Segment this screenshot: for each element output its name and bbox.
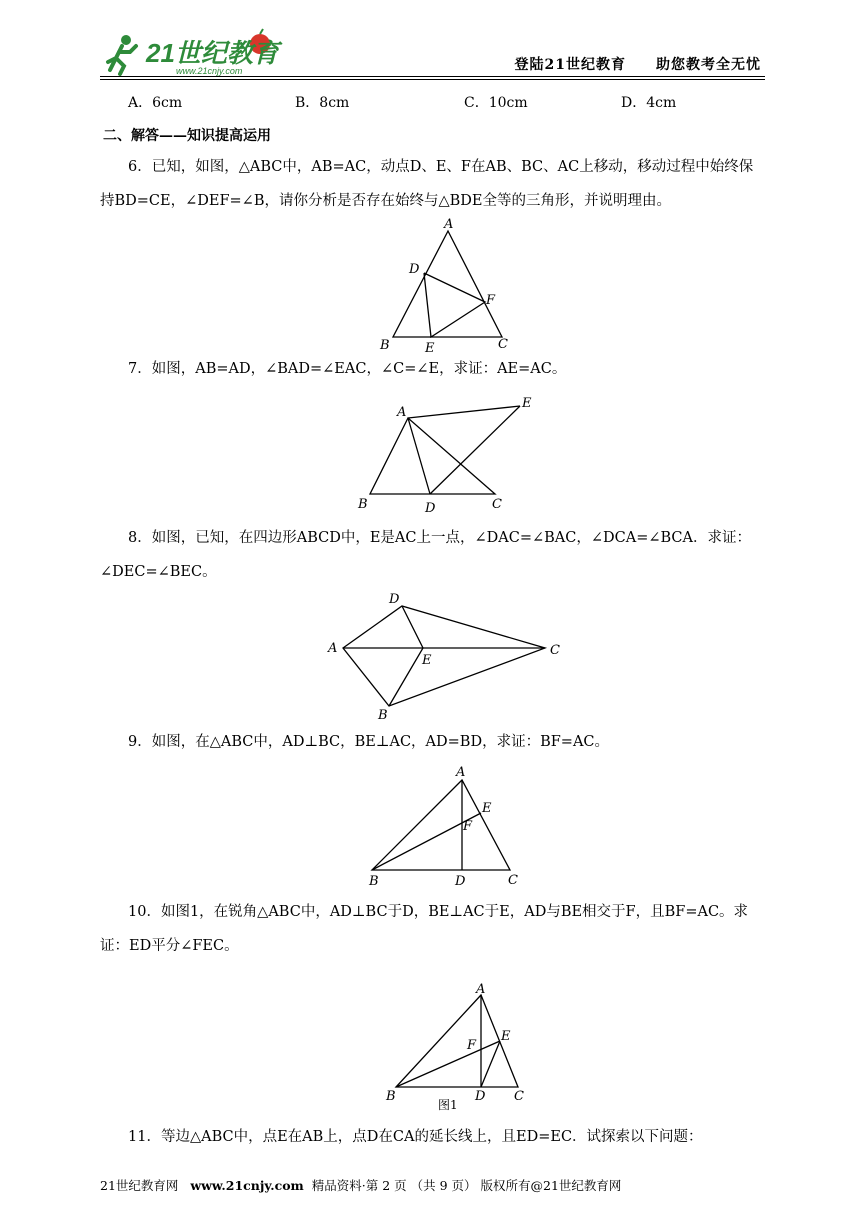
figure-segment xyxy=(408,418,430,494)
footer-site-link[interactable]: www.21cnjy.com xyxy=(190,1178,304,1193)
label-b: B xyxy=(386,1089,396,1104)
figure-segment xyxy=(430,406,520,494)
header-slogan-left: 登陆21世纪教育 xyxy=(514,57,626,73)
figure-q8 xyxy=(325,588,570,723)
figure-segment xyxy=(424,273,485,337)
label-d: D xyxy=(409,262,420,277)
question-10: 10．如图1，在锐角△ABC中，AD⊥BC于D，BE⊥AC于E，AD与BE相交于F，且BF=AC。求证：ED平分∠FEC。 xyxy=(100,904,749,954)
header-slogan-right: 助您教考全无忧 xyxy=(656,57,761,73)
label-c: C xyxy=(498,337,508,352)
label-e: E xyxy=(522,396,532,411)
figure-segment xyxy=(370,418,495,494)
label-c: C xyxy=(492,497,502,512)
page-footer xyxy=(100,1176,621,1194)
logo-text: 21世纪教育 xyxy=(146,38,279,68)
header-slogan xyxy=(515,54,761,74)
header-rule-thin xyxy=(100,79,765,80)
footer-left: 21世纪教育网 xyxy=(100,1178,179,1193)
question-6: 6．已知，如图，△ABC中，AB=AC，动点D、E、F在AB、BC、AC上移动，移动过程中始终保持BD=CE，∠DEF=∠B，请你分析是否存在始终与△BDE全等的三角形，并说明理由。 xyxy=(100,159,754,209)
label-e: E xyxy=(482,801,492,816)
label-d: D xyxy=(455,874,466,889)
logo-subtext: www.21cnjy.com xyxy=(176,66,243,76)
option-c: C．10cm xyxy=(464,95,528,111)
label-a: A xyxy=(328,641,338,656)
label-e: E xyxy=(422,653,432,668)
label-a: A xyxy=(444,217,454,232)
figure-q10 xyxy=(380,980,530,1112)
label-c: C xyxy=(514,1089,524,1104)
page-header xyxy=(100,28,765,78)
label-c: C xyxy=(550,643,560,658)
figure-q6 xyxy=(375,214,515,356)
label-a: A xyxy=(476,982,486,997)
label-f: F xyxy=(463,819,473,834)
label-f: F xyxy=(486,293,496,308)
figure-q7 xyxy=(355,393,535,516)
label-a: A xyxy=(397,405,407,420)
option-b: B．8cm xyxy=(295,95,350,111)
question-7: 7．如图，AB=AD，∠BAD=∠EAC，∠C=∠E，求证：AE=AC。 xyxy=(128,361,567,377)
question-9: 9．如图，在△ABC中，AD⊥BC，BE⊥AC，AD=BD，求证：BF=AC。 xyxy=(128,734,610,750)
option-a: A．6cm xyxy=(128,95,183,111)
figure-q9 xyxy=(365,762,525,890)
label-e: E xyxy=(425,341,435,356)
figure-segment xyxy=(389,606,423,706)
label-c: C xyxy=(508,873,518,888)
figure-segment xyxy=(343,606,545,706)
question-8: 8．如图，已知，在四边形ABCD中，E是AC上一点，∠DAC=∠BAC，∠DCA=∠BCA．求证：∠DEC=∠BEC。 xyxy=(100,530,751,580)
footer-right: 精品资料·第 2 页 （共 9 页） 版权所有@21世纪教育网 xyxy=(311,1178,622,1193)
label-e: E xyxy=(501,1029,511,1044)
option-d: D．4cm xyxy=(621,95,677,111)
question-11: 11．等边△ABC中，点E在AB上，点D在CA的延长线上，且ED=EC．试探索以下问题： xyxy=(128,1129,703,1145)
label-f: F xyxy=(467,1038,477,1053)
label-d: D xyxy=(389,592,400,607)
figure-segment xyxy=(372,780,510,870)
figure-caption: 图1 xyxy=(438,1098,458,1112)
label-b: B xyxy=(369,874,379,889)
section-title: 二、解答——知识提高运用 xyxy=(103,128,271,144)
label-b: B xyxy=(378,708,388,723)
logo-21cnjy xyxy=(100,28,290,78)
label-b: B xyxy=(358,497,368,512)
label-a: A xyxy=(456,765,466,780)
label-d: D xyxy=(425,501,436,516)
figure-segment xyxy=(408,406,520,418)
header-rule xyxy=(100,76,765,77)
label-d: D xyxy=(475,1089,486,1104)
label-b: B xyxy=(380,338,390,353)
